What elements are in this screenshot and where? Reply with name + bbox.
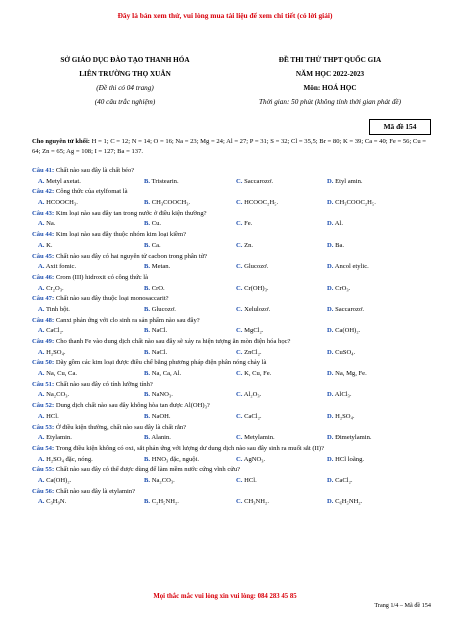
option-text: Cr₂O₃. [46, 284, 64, 292]
option-key: B. [144, 177, 151, 185]
option-key: A. [38, 327, 45, 335]
option-text: Axit fomic. [45, 263, 77, 271]
option-key: B. [144, 412, 151, 420]
answer-option [38, 348, 66, 357]
answer-option [236, 219, 252, 228]
option-key: B. [144, 284, 151, 292]
option-text: HCl. [244, 476, 257, 484]
atomic-masses-label: Cho nguyên tử khối: [32, 138, 91, 145]
option-text: Ca(OH)₂. [46, 476, 72, 484]
question-number: Câu 51: [32, 380, 55, 388]
answer-options [32, 198, 432, 207]
option-key: A. [38, 391, 45, 399]
answer-option [144, 177, 179, 186]
option-key: A. [38, 241, 45, 249]
option-text: Fe. [244, 220, 253, 228]
question-number: Câu 45: [32, 252, 55, 260]
option-key: C. [236, 327, 243, 335]
answer-options [32, 262, 432, 271]
answer-option [38, 390, 69, 399]
option-key: D. [327, 498, 334, 506]
answer-option [236, 241, 253, 250]
option-text: Saccarozơ. [244, 177, 274, 185]
option-text: CuSO₄. [335, 348, 356, 356]
answer-option [38, 284, 64, 293]
option-text: Đimetylamin. [335, 434, 372, 442]
question-stem [32, 316, 432, 325]
time-limit: Thời gian: 50 phút (không tính thời gian phát đề) [258, 98, 402, 106]
answer-option [327, 412, 355, 421]
question-text: Chất nào sau đây có tính lưỡng tính? [54, 380, 153, 388]
question-number: Câu 52: [32, 402, 55, 410]
answer-option [236, 412, 262, 421]
question-stem [32, 252, 432, 261]
option-key: A. [38, 498, 45, 506]
answer-option [38, 219, 55, 228]
school-year: NĂM HỌC 2022-2023 [295, 70, 365, 78]
answer-option [144, 433, 171, 442]
question-number: Câu 44: [32, 231, 55, 239]
answer-option [38, 455, 93, 464]
answer-option [236, 497, 269, 506]
option-text: HCl loãng. [335, 455, 365, 463]
answer-options [32, 412, 432, 421]
answer-option [38, 177, 81, 186]
option-key: C. [236, 370, 243, 378]
answer-option [38, 497, 66, 506]
option-key: D. [327, 348, 334, 356]
option-text: Na. [46, 220, 56, 228]
exam-title: ĐỀ THI THỬ THPT QUỐC GIA [278, 56, 382, 64]
question-number: Câu 48: [32, 316, 55, 324]
question-text: Cho thanh Fe vào dung dịch chất nào sau đây sẽ xảy ra hiện tượng ăn mòn điện hóa học? [54, 338, 291, 345]
answer-options [32, 348, 432, 357]
answer-option [236, 390, 261, 399]
answer-option [144, 262, 170, 271]
option-text: Metyl axetat. [46, 177, 81, 185]
option-text: Zn. [244, 241, 254, 249]
answer-option [236, 369, 271, 378]
question-stem [32, 187, 432, 196]
answer-option [144, 326, 167, 335]
answer-option [236, 177, 273, 186]
header-left [20, 53, 230, 109]
answer-options [32, 433, 432, 442]
option-key: C. [236, 199, 243, 207]
option-text: C₃H₉N. [46, 498, 67, 506]
question-text: Công thức của etylfomat là [54, 188, 128, 196]
question-text: Ở điều kiện thường, chất nào sau đây là chất rắn? [54, 423, 187, 431]
preview-banner: Đây là bản xem thử, vui lòng mua tài liệu để xem chi tiết (có lời giải) [117, 11, 333, 20]
option-key: A. [38, 348, 45, 356]
answer-option [327, 497, 362, 506]
option-key: B. [144, 370, 151, 378]
option-key: B. [144, 455, 151, 463]
answer-option [144, 390, 173, 399]
option-key: C. [236, 498, 243, 506]
option-text: H₂SO₄ đặc, nóng. [46, 455, 93, 463]
option-key: B. [144, 348, 151, 356]
option-key: B. [144, 498, 151, 506]
option-text: Ancol etylic. [334, 263, 369, 271]
option-text: Ca. [151, 241, 161, 249]
option-key: B. [144, 220, 151, 228]
question-count-note: (40 câu trắc nghiệm) [94, 98, 156, 106]
answer-option [236, 476, 257, 485]
option-text: Na, Mg, Fe. [335, 370, 367, 378]
answer-option [38, 198, 78, 207]
question-text: Chất nào sau đây thuộc loại monosaccarit? [54, 295, 169, 303]
answer-options [32, 476, 432, 485]
question-stem [32, 487, 432, 496]
question-stem [32, 444, 432, 453]
option-key: A. [38, 177, 45, 185]
answer-option [327, 455, 364, 464]
answer-options [32, 177, 432, 186]
answer-options [32, 219, 432, 228]
option-key: C. [236, 177, 243, 185]
answer-option [38, 476, 71, 485]
answer-options [32, 326, 432, 335]
answer-option [327, 476, 353, 485]
option-text: C₆H₅NH₂. [335, 498, 363, 506]
option-key: D. [327, 412, 334, 420]
option-text: NaCl. [151, 348, 168, 356]
option-key: C. [236, 241, 243, 249]
question-text: Chất nào sau đây có hai nguyên tử cacbon trong phân tử? [54, 252, 208, 260]
option-key: A. [38, 476, 45, 484]
option-text: K, Cu, Fe. [244, 370, 272, 378]
atomic-masses [32, 137, 432, 156]
question-stem [32, 337, 432, 346]
option-key: B. [144, 263, 151, 271]
answer-option [327, 241, 344, 250]
option-key: B. [144, 305, 151, 313]
option-key: B. [144, 476, 151, 484]
answer-options [32, 241, 432, 250]
option-text: Cu. [151, 220, 162, 228]
option-text: Na₂CO₃. [151, 476, 175, 484]
option-text: C₂H₅NH₂. [151, 498, 179, 506]
question-stem [32, 273, 432, 282]
question-text: Chất nào sau đây là chất béo? [54, 167, 135, 174]
option-key: B. [144, 434, 151, 442]
answer-option [144, 305, 176, 314]
question-stem [32, 465, 432, 474]
question-number: Câu 54: [32, 444, 55, 452]
question-text: Kim loại nào sau đây tan trong nước ở điều kiện thường? [54, 209, 207, 217]
option-text: Ba. [335, 241, 345, 249]
option-text: CrO. [151, 284, 165, 292]
option-key: D. [327, 455, 334, 463]
option-key: D. [327, 476, 334, 484]
subject: Môn: HOÁ HỌC [303, 84, 357, 92]
option-key: A. [38, 455, 45, 463]
answer-option [144, 348, 167, 357]
answer-option [38, 262, 76, 271]
option-key: A. [38, 370, 45, 378]
option-key: C. [236, 348, 243, 356]
question-stem [32, 230, 432, 239]
department-name: SỞ GIÁO DỤC ĐÀO TẠO THANH HÓA [60, 56, 190, 64]
question-number: Câu 47: [32, 295, 55, 303]
option-text: Glucozơ. [151, 305, 176, 313]
option-text: MgCl₂. [244, 327, 264, 335]
question-text: Dãy gồm các kim loại được điều chế bằng phương pháp điện phân nóng chảy là [54, 359, 267, 367]
option-key: C. [236, 220, 243, 228]
option-text: Saccarozơ. [335, 305, 365, 313]
question-text: Kim loại nào sau đây thuộc nhóm kim loại kiềm? [54, 231, 187, 239]
option-key: B. [144, 199, 151, 207]
answer-options [32, 284, 432, 293]
question-number: Câu 56: [32, 487, 55, 495]
option-key: C. [236, 391, 243, 399]
option-key: C. [236, 476, 243, 484]
page-count-note: (Đề thi có 04 trang) [96, 84, 154, 92]
option-text: AgNO₃. [243, 455, 266, 463]
option-text: HCOOC₂H₅. [244, 199, 279, 207]
question-number: Câu 43: [32, 209, 55, 217]
option-text: Na₂CO₃. [46, 391, 70, 399]
question-text: Crom (III) hidroxit có công thức là [54, 273, 149, 281]
question-number: Câu 41: [32, 167, 55, 174]
answer-option [38, 369, 77, 378]
option-text: Na, Ca, Al. [151, 370, 182, 378]
option-text: NaOH. [151, 412, 171, 420]
answer-option [38, 241, 53, 250]
option-key: C. [236, 263, 243, 271]
answer-option [236, 284, 269, 293]
option-text: Al. [334, 220, 343, 228]
exam-code-box: Mã đề 154 [369, 119, 431, 135]
answer-option [144, 412, 171, 421]
question-number: Câu 42: [32, 188, 55, 196]
question-number: Câu 46: [32, 273, 55, 281]
question-number: Câu 49: [32, 338, 55, 345]
option-key: D. [327, 305, 334, 313]
option-text: ZnCl₂. [244, 348, 262, 356]
option-key: D. [327, 220, 334, 228]
option-text: Etyl amin. [335, 177, 363, 185]
option-text: CaCl₂. [46, 327, 64, 335]
answer-option [144, 284, 165, 293]
answer-option [236, 326, 263, 335]
option-key: C. [236, 412, 243, 420]
option-key: C. [236, 305, 243, 313]
option-text: Ca(OH)₂. [335, 327, 361, 335]
option-text: Tristearin. [151, 177, 179, 185]
option-key: A. [38, 199, 45, 207]
answer-option [144, 476, 175, 485]
answer-option [144, 455, 199, 464]
answer-option [144, 369, 181, 378]
question-stem [32, 209, 432, 218]
answer-option [236, 348, 262, 357]
answer-option [236, 305, 270, 314]
answer-option [144, 219, 161, 228]
option-text: CH₃COOC₂H₅. [335, 199, 376, 207]
option-key: B. [144, 391, 151, 399]
option-text: Cr(OH)₃. [244, 284, 269, 292]
answer-option [144, 198, 190, 207]
option-key: A. [38, 220, 45, 228]
option-key: C. [236, 434, 243, 442]
option-text: K. [46, 241, 53, 249]
question-stem [32, 358, 432, 367]
option-text: CH₃COOCH₃. [151, 199, 191, 207]
option-key: D. [327, 199, 334, 207]
option-text: CrO₃. [335, 284, 351, 292]
option-text: Al₂O₃. [243, 391, 262, 399]
question-number: Câu 55: [32, 466, 55, 474]
answer-options [32, 497, 432, 506]
answer-option [236, 433, 275, 442]
option-text: AlCl₃. [334, 391, 352, 399]
answer-option [327, 433, 372, 442]
answer-option [236, 262, 268, 271]
question-stem [32, 166, 432, 175]
answer-option [38, 326, 64, 335]
question-stem [32, 294, 432, 303]
answer-option [327, 305, 364, 314]
answer-option [327, 198, 376, 207]
option-text: CaCl₂. [244, 412, 262, 420]
answer-option [38, 433, 72, 442]
option-text: HCOOCH₃. [46, 199, 78, 207]
option-text: Glucozơ. [244, 263, 269, 271]
option-key: D. [327, 434, 334, 442]
option-key: A. [38, 305, 45, 313]
option-text: H₂SO₄. [46, 348, 66, 356]
option-text: Metylamin. [244, 434, 275, 442]
option-key: A. [38, 263, 45, 271]
question-stem [32, 380, 432, 389]
question-text: Trong điều kiện không có oxi, sắt phản ứng với lượng dư dung dịch nào sau đây sinh ra muối sắt (II)? [54, 444, 325, 452]
answer-options [32, 305, 432, 314]
atomic-masses-values: H = 1; C = 12; N = 14; O = 16; Na = 23; Mg = 24; Al = 27; P = 31; S = 32; Cl = 35,5; Br = 80; K = 39; Ca = 40; Fe = 56; Cu = 64; Zn = 65; Ag = 108; I = 127; Ba = 137. [32, 138, 426, 155]
school-name: LIÊN TRƯỜNG THỌ XUÂN [79, 70, 171, 78]
contact-note: Mọi thắc mắc vui lòng xin vui lòng: 084 283 45 85 [153, 593, 297, 600]
answer-option [327, 348, 355, 357]
question-stem [32, 423, 432, 432]
answer-option [327, 177, 363, 186]
question-stem [32, 401, 432, 410]
option-key: B. [144, 241, 151, 249]
option-text: HNO₃ đặc, nguội. [151, 455, 200, 463]
answer-option [327, 284, 350, 293]
option-key: D. [327, 263, 334, 271]
option-text: NaCl. [151, 327, 168, 335]
answer-option [38, 305, 70, 314]
answer-option [327, 262, 369, 271]
option-key: C. [236, 284, 243, 292]
option-text: H₂SO₄. [335, 412, 355, 420]
header-right [225, 53, 435, 109]
question-text: Chất nào sau đây là etylamin? [54, 487, 136, 495]
option-key: D. [327, 327, 334, 335]
answer-options [32, 390, 432, 399]
answer-option [144, 497, 179, 506]
answer-option [144, 241, 161, 250]
option-text: NaNO₃. [151, 391, 173, 399]
option-text: CH₃NH₂. [244, 498, 270, 506]
answer-option [236, 455, 265, 464]
option-text: Alanin. [151, 434, 171, 442]
option-key: B. [144, 327, 151, 335]
answer-options [32, 455, 432, 464]
option-key: D. [327, 370, 334, 378]
option-text: Xelulozơ. [244, 305, 271, 313]
question-text: Canxi phản ứng với clo sinh ra sản phẩm nào sau đây? [54, 316, 200, 324]
option-text: Etylamin. [46, 434, 72, 442]
option-key: D. [327, 177, 334, 185]
option-text: Metan. [151, 263, 171, 271]
question-number: Câu 50: [32, 359, 55, 367]
option-key: D. [327, 391, 334, 399]
option-text: Na, Cu, Ca. [46, 370, 78, 378]
answer-option [327, 369, 367, 378]
option-key: C. [236, 455, 243, 463]
answer-option [236, 198, 278, 207]
option-key: A. [38, 284, 45, 292]
answer-options [32, 369, 432, 378]
option-key: A. [38, 412, 45, 420]
option-key: D. [327, 241, 334, 249]
question-text: Chất nào sau đây có thể được dùng để làm mềm nước cứng vĩnh cửu? [54, 466, 241, 474]
answer-option [38, 412, 59, 421]
answer-option [327, 326, 360, 335]
question-list [32, 166, 432, 508]
question-number: Câu 53: [32, 423, 55, 431]
answer-option [327, 390, 352, 399]
answer-option [327, 219, 343, 228]
option-text: HCl. [46, 412, 59, 420]
option-text: Tinh bột. [45, 305, 70, 313]
question-text: Dung dịch chất nào sau đây không hòa tan được Al(OH)₃? [54, 402, 210, 410]
option-key: A. [38, 434, 45, 442]
page-number: Trang 1/4 – Mã đề 154 [374, 602, 431, 609]
option-key: D. [327, 284, 334, 292]
option-text: CaCl₂. [335, 476, 353, 484]
